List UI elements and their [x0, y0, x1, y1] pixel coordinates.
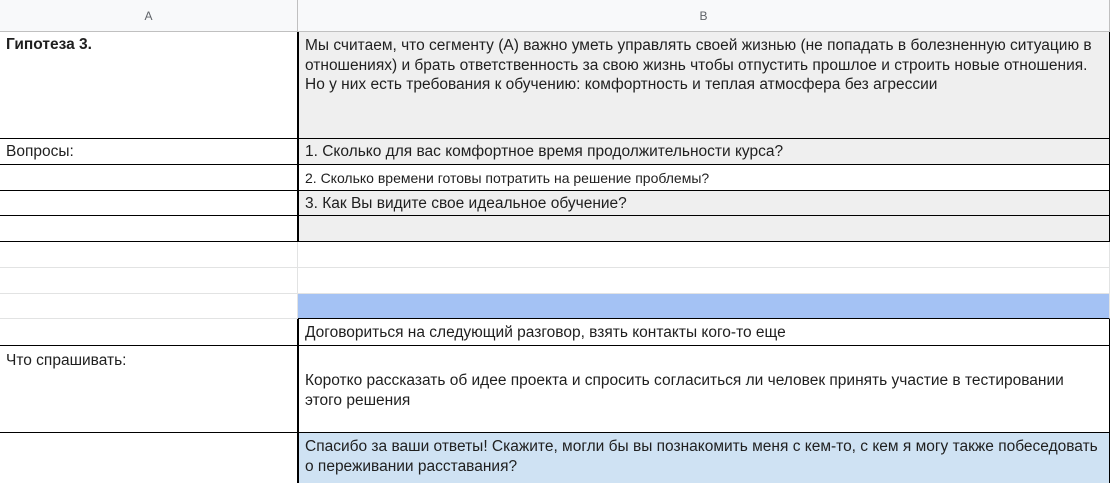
cell-b-project-pitch[interactable]: Коротко рассказать об идее проекта и спросить согласиться ли человек принять участие в тестировании этого решения: [298, 346, 1110, 433]
cell-a-row7[interactable]: [0, 268, 298, 294]
column-header-a[interactable]: A: [0, 0, 298, 32]
column-header-b[interactable]: B: [298, 0, 1110, 32]
cell-b-arrange-next-talk[interactable]: Договориться на следующий разговор, взять контакты кого-то еще: [298, 319, 1110, 346]
cell-b-question-3[interactable]: 3. Как Вы видите свое идеальное обучение?: [298, 191, 1110, 216]
cell-a-row8[interactable]: [0, 294, 298, 319]
cell-b-thank-you[interactable]: Спасибо за ваши ответы! Скажите, могли бы вы познакомить меня с кем-то, с кем я могу также побеседовать о переживании расставания?: [298, 433, 1110, 483]
cell-b-hypothesis[interactable]: Мы считаем, что сегменту (А) важно уметь управлять своей жизнью (не попадать в болезненную ситуацию в отношениях) и брать ответственность за свою жизнь чтобы отпустить прошлое и строить новые отношения. Но у них есть требования к обучению: комфортность и теплая атмосфера без агрессии: [298, 32, 1110, 139]
cell-a-row6[interactable]: [0, 242, 298, 268]
cell-a-row5[interactable]: [0, 216, 298, 242]
cell-b-question-2[interactable]: 2. Сколько времени готовы потратить на решение проблемы?: [298, 165, 1110, 191]
cell-a-questions[interactable]: Вопросы:: [0, 139, 298, 165]
cell-b-row8-blue[interactable]: [298, 294, 1110, 319]
cell-a-what-to-ask[interactable]: Что спрашивать:: [0, 346, 298, 433]
cell-b-question-1[interactable]: 1. Сколько для вас комфортное время продолжительности курса?: [298, 139, 1110, 165]
cell-b-row6[interactable]: [298, 242, 1110, 268]
cell-a-row11[interactable]: [0, 433, 298, 483]
cell-a-hypothesis[interactable]: Гипотеза 3.: [0, 32, 298, 139]
cell-b-row7[interactable]: [298, 268, 1110, 294]
cell-b-row5[interactable]: [298, 216, 1110, 242]
cell-a-row9[interactable]: [0, 319, 298, 346]
cell-a-row3[interactable]: [0, 165, 298, 191]
cell-a-row4[interactable]: [0, 191, 298, 216]
